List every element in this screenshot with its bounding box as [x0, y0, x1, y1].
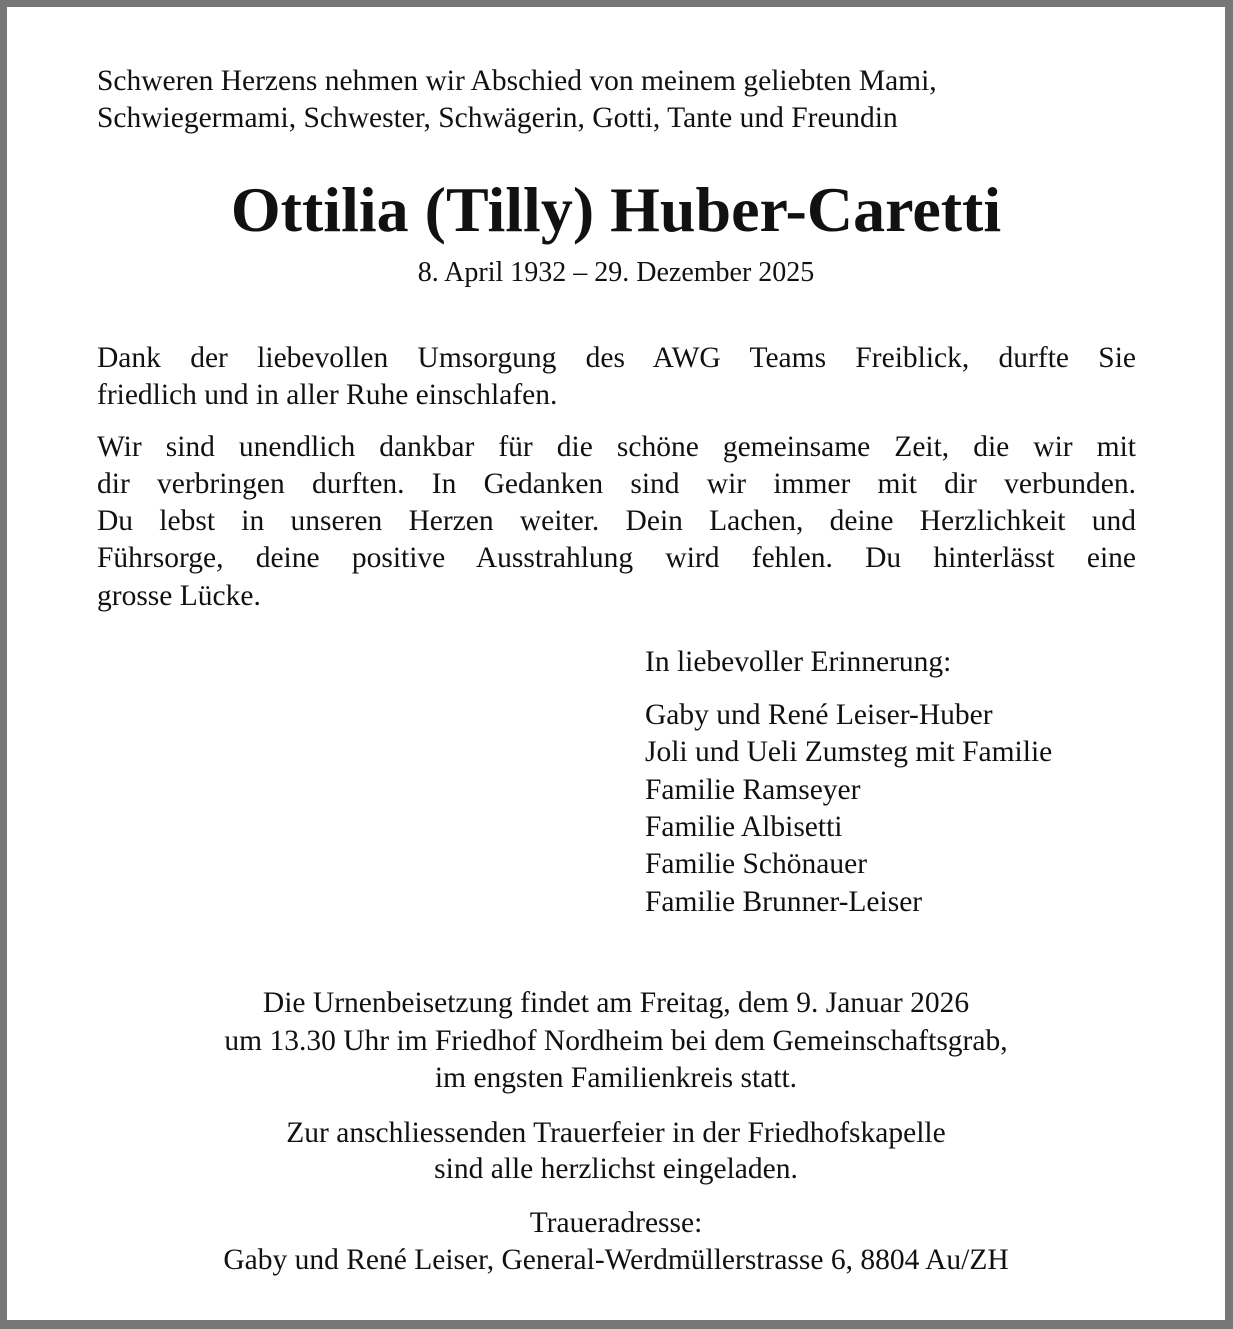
invitation-line: Zur anschliessenden Trauerfeier in der Friedhofskapelle [286, 1117, 946, 1149]
paragraph-line: Dank der liebevollen Umsorgung des AWG Teams Freiblick, durfte Sie [97, 342, 1136, 374]
paragraph-line: Führsorge, deine positive Ausstrahlung wird fehlen. Du hinterlässt eine [97, 542, 1136, 574]
ceremony-line: um 13.30 Uhr im Friedhof Nordheim bei dem Gemeinschaftsgrab, [224, 1025, 1008, 1057]
memory-heading: In liebevoller Erinnerung: [645, 646, 952, 678]
address: Gaby und René Leiser, General-Werdmüllerstrasse 6, 8804 Au/ZH [223, 1244, 1009, 1276]
address-label: Traueradresse: [529, 1207, 703, 1239]
intro-line: Schweren Herzens nehmen wir Abschied von meinem geliebten Mami, [97, 65, 937, 97]
obituary-notice [7, 7, 1225, 1320]
mourner: Familie Ramseyer [645, 774, 861, 806]
ceremony-line: im engsten Familienkreis statt. [434, 1062, 798, 1094]
life-dates: 8. April 1932 – 29. Dezember 2025 [417, 257, 815, 288]
paragraph-line: Du lebst in unseren Herzen weiter. Dein Lachen, deine Herzlichkeit und [97, 505, 1136, 537]
intro-line: Schwiegermami, Schwester, Schwägerin, Gotti, Tante und Freundin [97, 102, 898, 134]
paragraph-line: dir verbringen durften. In Gedanken sind wir immer mit dir verbunden. [97, 468, 1136, 500]
invitation-line: sind alle herzlichst eingeladen. [434, 1153, 798, 1185]
mourner: Familie Albisetti [645, 811, 843, 843]
ceremony-line: Die Urnenbeisetzung findet am Freitag, dem 9. Januar 2026 [262, 987, 970, 1019]
deceased-name: Ottilia (Tilly) Huber-Caretti [230, 174, 1002, 245]
mourner: Gaby und René Leiser-Huber [645, 699, 993, 731]
paragraph-line: Wir sind unendlich dankbar für die schöne gemeinsame Zeit, die wir mit [97, 431, 1136, 463]
paragraph-line: grosse Lücke. [97, 580, 261, 612]
mourner: Familie Schönauer [645, 848, 868, 880]
paragraph-line: friedlich und in aller Ruhe einschlafen. [97, 379, 558, 411]
mourner: Joli und Ueli Zumsteg mit Familie [645, 736, 1053, 768]
mourner: Familie Brunner-Leiser [645, 886, 923, 918]
